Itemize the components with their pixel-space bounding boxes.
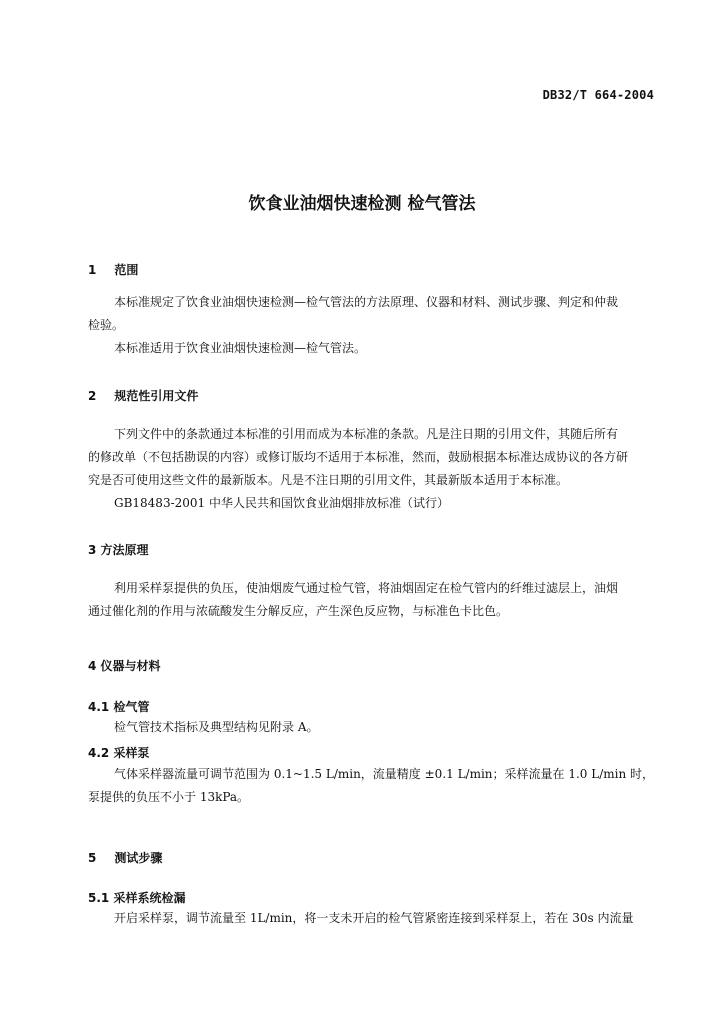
section-1-body	[88, 291, 656, 360]
subsection-4-1-body	[88, 716, 656, 739]
section-number: 3	[88, 543, 97, 557]
section-title: 采样系统检漏	[113, 891, 186, 905]
section-title: 测试步骤	[114, 851, 163, 865]
subsection-4-2-heading	[88, 744, 149, 761]
subsection-4-2-body	[88, 763, 656, 809]
section-number: 5.1	[88, 891, 110, 905]
standard-code: DB32/T 664-2004	[542, 88, 654, 102]
section-title: 检气管	[113, 700, 150, 714]
paragraph-line: 究是否可使用这些文件的最新版本。凡是不注日期的引用文件，其最新版本适用于本标准。	[88, 473, 569, 487]
document-title: 饮食业油烟快速检测 检气管法	[248, 194, 476, 214]
paragraph-line: 本标准适用于饮食业油烟快速检测—检气管法。	[114, 341, 367, 355]
subsection-5-1-heading	[88, 889, 185, 906]
subsection-5-1-body	[88, 907, 656, 930]
section-2-heading	[88, 387, 198, 404]
paragraph-line: 检验。	[88, 318, 125, 332]
section-title: 方法原理	[100, 543, 149, 557]
paragraph-line: 的修改单（不包括勘误的内容）或修订版均不适用于本标准，然而，鼓励根据本标准达成协议的各方研	[88, 450, 629, 464]
section-number: 4.2	[88, 746, 110, 760]
section-3-heading	[88, 541, 149, 558]
reference-item: GB18483-2001 中华人民共和国饮食业油烟排放标准（试行）	[114, 496, 449, 510]
section-3-body	[88, 577, 656, 623]
section-title: 规范性引用文件	[114, 389, 199, 403]
paragraph-line: 泵提供的负压不小于 13kPa。	[88, 790, 250, 804]
paragraph-line: 下列文件中的条款通过本标准的引用而成为本标准的条款。凡是注日期的引用文件，其随后所有	[114, 427, 619, 441]
paragraph-line: 通过催化剂的作用与浓硫酸发生分解反应，产生深色反应物，与标准色卡比色。	[88, 604, 509, 618]
paragraph-line: 利用采样泵提供的负压，使油烟废气通过检气管，将油烟固定在检气管内的纤维过滤层上，油烟	[114, 581, 619, 595]
section-number: 4	[88, 659, 97, 673]
paragraph-line: 气体采样器流量可调节范围为 0.1~1.5 L/min，流量精度 ±0.1 L/min；采样流量在 1.0 L/min 时，	[114, 767, 655, 781]
section-2-body	[88, 423, 656, 515]
section-4-heading	[88, 657, 161, 674]
subsection-4-1-heading	[88, 698, 149, 715]
paragraph-line: 本标准规定了饮食业油烟快速检测—检气管法的方法原理、仪器和材料、测试步骤、判定和仲裁	[114, 295, 619, 309]
section-number: 5	[88, 851, 97, 865]
section-title: 仪器与材料	[100, 659, 161, 673]
paragraph-line: 开启采样泵，调节流量至 1L/min，将一支未开启的检气管紧密连接到采样泵上，若在 30s 内流量	[114, 911, 634, 925]
section-number: 2	[88, 389, 97, 403]
section-1-heading	[88, 261, 138, 278]
section-title: 范围	[114, 263, 139, 277]
paragraph-line: 检气管技术指标及典型结构见附录 A。	[114, 720, 319, 734]
section-title: 采样泵	[113, 746, 150, 760]
section-number: 1	[88, 263, 97, 277]
section-5-heading	[88, 849, 162, 866]
section-number: 4.1	[88, 700, 110, 714]
